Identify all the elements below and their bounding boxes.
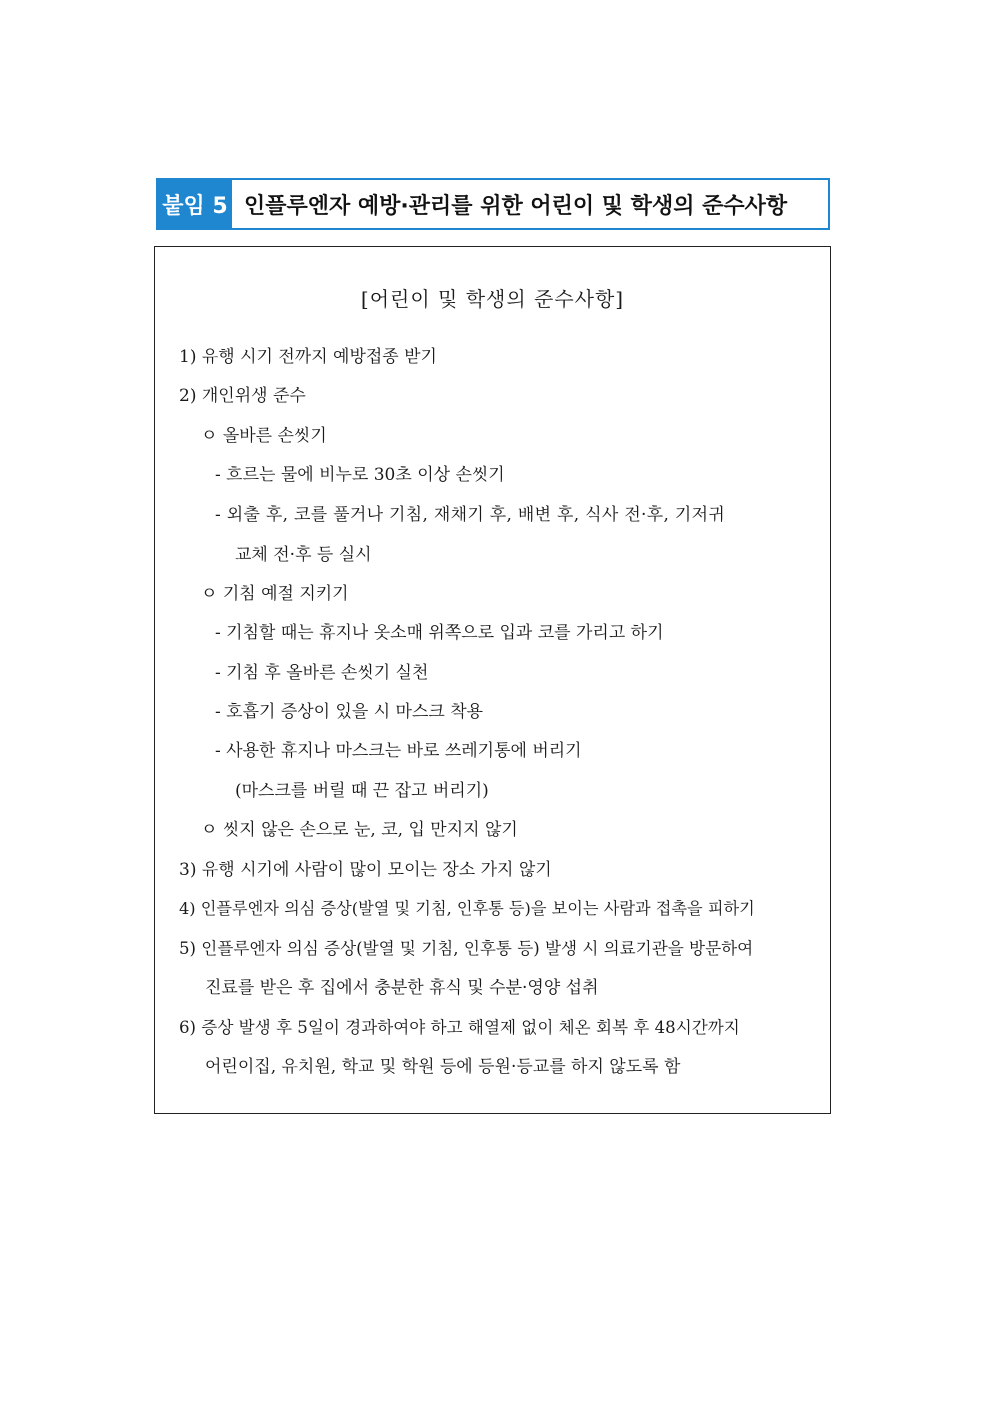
detail-handwashing-timing-cont: 교체 전·후 등 실시	[235, 545, 372, 565]
detail-dispose-cont: (마스크를 버릴 때 끈 잡고 버리기)	[235, 781, 489, 801]
item-1-vaccination: 1) 유행 시기 전까지 예방접종 받기	[179, 347, 437, 367]
attachment-title: 인플루엔자 예방·관리를 위한 어린이 및 학생의 준수사항	[244, 193, 788, 219]
detail-handwashing-timing: - 외출 후, 코를 풀거나 기침, 재채기 후, 배변 후, 식사 전·후, 기저귀	[215, 505, 726, 525]
detail-mask: - 호흡기 증상이 있을 시 마스크 착용	[215, 702, 484, 722]
item-5-visit-clinic: 5) 인플루엔자 의심 증상(발열 및 기침, 인후통 등) 발생 시 의료기관을 방문하여	[179, 939, 754, 958]
sub-item-handwashing: ㅇ 올바른 손씻기	[201, 426, 327, 446]
item-5-rest: 진료를 받은 후 집에서 충분한 휴식 및 수분·영양 섭취	[205, 978, 599, 998]
box-title: [어린이 및 학생의 준수사항]	[360, 287, 625, 311]
attachment-label: 붙임 5	[158, 180, 232, 228]
item-4-avoid-contact: 4) 인플루엔자 의심 증상(발열 및 기침, 인후통 등)을 보이는 사람과 접촉을 피하기	[179, 899, 755, 918]
item-6-exclusion-cont: 어린이집, 유치원, 학교 및 학원 등에 등원·등교를 하지 않도록 함	[205, 1057, 681, 1077]
detail-cough-handwash: - 기침 후 올바른 손씻기 실천	[215, 663, 429, 683]
guidelines-box	[154, 246, 831, 1114]
item-3-crowds: 3) 유행 시기에 사람이 많이 모이는 장소 가지 않기	[179, 860, 552, 880]
sub-item-cough-etiquette: ㅇ 기침 예절 지키기	[201, 584, 349, 604]
attachment-header	[156, 178, 830, 230]
detail-dispose: - 사용한 휴지나 마스크는 바로 쓰레기통에 버리기	[215, 741, 582, 761]
item-6-exclusion: 6) 증상 발생 후 5일이 경과하여야 하고 해열제 없이 체온 회복 후 48시간까지	[179, 1018, 740, 1037]
detail-cough-cover: - 기침할 때는 휴지나 옷소매 위쪽으로 입과 코를 가리고 하기	[215, 623, 664, 643]
detail-handwashing-30s: - 흐르는 물에 비누로 30초 이상 손씻기	[215, 465, 505, 485]
sub-item-no-touch: ㅇ 씻지 않은 손으로 눈, 코, 입 만지지 않기	[201, 820, 518, 840]
item-2-hygiene: 2) 개인위생 준수	[179, 386, 306, 406]
